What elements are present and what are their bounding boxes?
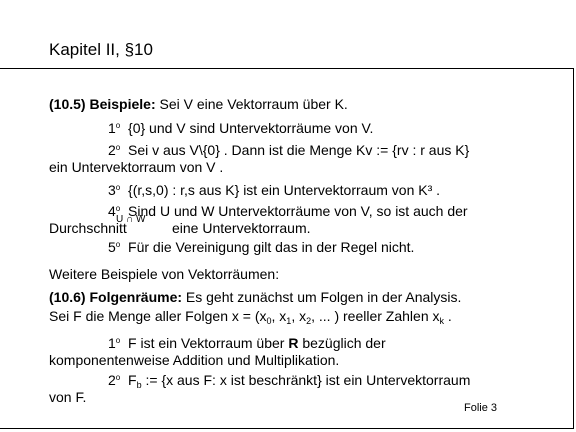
sequence-item-2-continuation: von F. [49, 389, 87, 405]
example-4-continuation-b: eine Untervektorraum. [172, 220, 311, 236]
example-2-text: Sei v aus V\{0} . Dann ist die Menge Kv := {rv : r aus K} [128, 142, 470, 158]
sequence-item-1-ordinal: o [115, 336, 121, 345]
section-10-6-label: (10.6) Folgenräume: [49, 289, 183, 305]
section-10-5-heading [49, 96, 348, 112]
example-3 [108, 180, 440, 198]
example-2-continuation: ein Untervektorraum von V . [49, 159, 224, 175]
sequence-item-2 [108, 370, 470, 393]
sequence-definition-text: Sei F die Menge aller Folgen x = (x [49, 308, 267, 324]
example-1-text: {0} und V sind Untervektorräume von V. [128, 120, 374, 136]
example-2-ordinal: o [115, 143, 121, 152]
separator-2: , x [291, 308, 307, 324]
intersection-formula: U ∩ W [116, 214, 146, 225]
slide-title: Kapitel II, §10 [49, 40, 153, 59]
example-1-number: 1 [108, 120, 116, 136]
section-10-5-intro: Sei V eine Vektorraum über K. [155, 96, 348, 112]
example-4-text: Sind U und W Untervektorräume von V, so ist auch der [128, 203, 468, 219]
example-2 [108, 140, 469, 158]
example-2-number: 2 [108, 142, 116, 158]
subscript-1: 1 [286, 316, 292, 326]
sequence-item-2-ordinal: o [115, 373, 121, 382]
sequence-item-1-text-b: bezüglich der [298, 335, 386, 351]
example-4-number: 4 [108, 203, 116, 219]
section-10-5-label: (10.5) Beispiele: [49, 96, 156, 112]
sequence-definition-tail: , ... ) reeller Zahlen x [311, 308, 440, 324]
section-10-6-definition [49, 308, 452, 329]
subscript-0: 0 [266, 316, 272, 326]
section-10-6-intro: Es geht zunächst um Folgen in der Analysis. [182, 289, 462, 305]
example-3-number: 3 [108, 182, 116, 198]
example-5-ordinal: o [115, 240, 121, 249]
sequence-item-1-number: 1 [108, 335, 116, 351]
example-4-continuation-a: Durchschnitt [49, 220, 127, 236]
separator-1: , x [271, 308, 287, 324]
sequence-item-1-text-a: F ist ein Vektorraum über [128, 335, 289, 351]
further-examples-heading: Weitere Beispiele von Vektorräumen: [49, 266, 280, 282]
sequence-item-2-text-a: F [128, 372, 137, 388]
subscript-k: k [439, 316, 444, 326]
sequence-item-2-number: 2 [108, 372, 116, 388]
sequence-item-2-text-b: := {x aus F: x ist beschränkt} ist ein Untervektorraum [141, 372, 471, 388]
example-4 [108, 201, 468, 219]
example-4-ordinal: o [115, 204, 121, 213]
sequence-item-1 [108, 333, 386, 351]
section-10-6-heading [49, 289, 461, 305]
example-3-ordinal: o [115, 183, 121, 192]
example-1 [108, 118, 373, 136]
subscript-b: b [136, 380, 142, 390]
sequence-definition-end: . [444, 308, 452, 324]
subscript-2: 2 [306, 316, 312, 326]
example-3-text: {(r,s,0) : r,s aus K} ist ein Untervektorraum von K³ . [128, 182, 441, 198]
slide-number: Folie 3 [464, 402, 498, 414]
example-5-text: Für die Vereinigung gilt das in der Regel nicht. [128, 239, 415, 255]
reals-symbol: R [288, 335, 299, 351]
example-5-number: 5 [108, 239, 116, 255]
sequence-item-1-continuation: komponentenweise Addition und Multiplikation. [49, 352, 340, 368]
example-1-ordinal: o [115, 121, 121, 130]
example-5 [108, 237, 414, 255]
